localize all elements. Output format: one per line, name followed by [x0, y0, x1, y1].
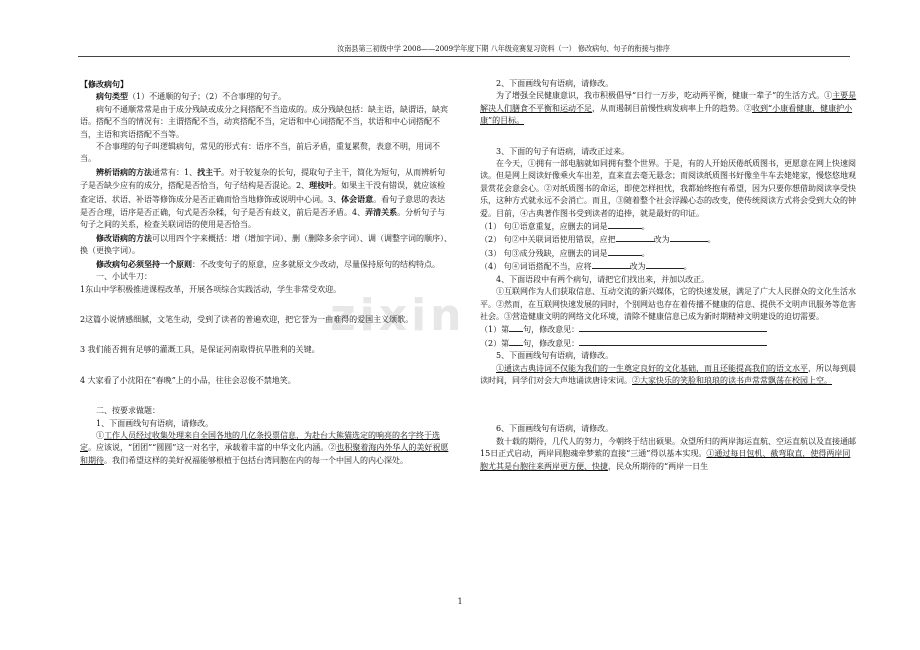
method-text-d: 理枝叶: [309, 180, 334, 191]
question-2-title: 2、下面画线句有语病，请修改。: [496, 79, 614, 88]
method-text-b: 找主干: [197, 166, 222, 177]
q4-row-2-mid: 句，修改意见：: [523, 338, 580, 348]
method-text-c: 。对于较复杂的长句，提取句子主干，简化为短句，从而辨析句子是否缺少应有的成分，搭配是否恰当，句子结构是否混论。2、: [80, 167, 446, 191]
q4-row-2: [480, 337, 858, 350]
para-incomplete: 病句不通顺常常是由于成分残缺或成分之间搭配不当造成的。成分残缺包括：缺主语，缺谓语，缺宾语。搭配不当的情况有：主谓搭配不当，动宾搭配不当，定语和中心词搭配不当，状语和中心词搭配不当，主语和宾语搭配不当等。: [80, 104, 448, 139]
q5-underlined-2: ②大家快乐的笑脸和琅琅的读书声常常飘荡在校园上空。: [632, 375, 832, 385]
q1-tail: 。我们希望这样的美好祝福能够根植于包括台湾同胞在内的每一个中国人的内心深处。: [104, 455, 408, 465]
answer-blank[interactable]: [509, 323, 523, 332]
q4-row-1: [480, 323, 858, 336]
section-title: 【修改病句】: [80, 79, 128, 89]
q1-underlined-2: 也积聚着海内外华人的美好祝愿和期待: [80, 443, 449, 465]
practice-title: 二、按要求做题：: [96, 406, 160, 416]
q2-underlined-2: 收到“小康看健康，健康护小康”的目标。: [480, 103, 853, 126]
q3-row-4: [480, 260, 858, 273]
question-5-title: 5、下面画线句有语病，请修改。: [496, 351, 614, 361]
test-item-2: 2这篇小说情感细腻，文笔生动，受到了读者的普遍欢迎，把它誉为一曲难得的爱国主义颂歌。: [80, 314, 414, 324]
q3-row-1-text: （1） 句①语意重复，应删去的词是: [480, 222, 608, 232]
q4-row-1-mid: 句，修改意见：: [523, 325, 580, 335]
answer-blank[interactable]: [579, 337, 767, 346]
right-column: [480, 78, 858, 473]
question-6-text: [480, 436, 858, 473]
q1-middle: 。应该说，“团团”“圆圆”这一对名字，承载着丰富的中华文化内涵。②: [88, 443, 337, 453]
question-2-text: [480, 90, 858, 127]
method-text-a: 通常有：1、: [152, 167, 198, 177]
q3-row-2-end: 。: [707, 235, 716, 245]
answer-blank[interactable]: [608, 220, 642, 229]
q2-text-b: ，从而遏制目前慢性病发病率上升的趋势。②: [592, 103, 752, 113]
question-3-text: 在今天，①拥有一部电脑就如同拥有整个世界。于是，有的人开始厌倦纸质图书，更愿意在网上快速阅读。但是网上阅读好像乘火车出差，直来直去毫无悬念；而阅读纸质图书好像坐牛车去姥姥家，慢悠悠地观景赏花会意会心。②对纸质图书的命运，即使怎样担忧，我都始终抱有希望，因为只要你想借助阅读享受快乐，这种方式就永远不会消亡。而且，③随着整个社会浮躁心态的改变，使传统阅读方式将会受到大众的钟爱。目前，④古典著作图书受到读者的追捧，就是最好的印证。: [480, 159, 856, 218]
fix-method-text: 可以用四个字来概括：增（增加字词）、删（删除多余字词）、调（调整字词的顺序）、换（更换字词）。: [80, 233, 452, 256]
types-label: 病句类型: [96, 91, 128, 102]
header-rule: [78, 56, 850, 57]
q1-marker: ①: [96, 430, 104, 440]
q3-row-1: [480, 220, 858, 233]
principle-text: ：不改变句子的原意，应多就原文少改动，尽量保持原句的结构特点。: [192, 259, 440, 269]
answer-blank[interactable]: [579, 323, 767, 332]
q3-row-2-mid: 改为: [653, 235, 670, 245]
q1-underlined-1: 工作人员经过收集处理来自全国各地的几亿条投票信息，为赴台大熊猫选定的响亮的名字终于选定: [80, 430, 440, 453]
method-text-e: 。如果主干没有错误，就应该检查定语、状语、补语等修饰成分是否正确而恰当地修饰或说明中心词。3、: [80, 181, 446, 204]
test-item-4: 4 大家看了小沈阳在“春晚”上的小品，往往会忍俊不禁地笑。: [80, 375, 296, 385]
q6-underlined: ①通过每日包机、截弯取直，使得两岸同胞尤其是台胞往来两岸更方便、快捷: [480, 449, 851, 471]
q3-row-3: [480, 247, 858, 260]
q2-text-a: 为了增强全民健康意识，我市积极倡导“日行一万步，吃动两平衡，健康一辈子”的生活方式。①: [496, 91, 833, 101]
left-column: [80, 78, 453, 467]
method-label: 辨析语病的方法: [96, 166, 152, 177]
answer-blank[interactable]: [608, 247, 642, 256]
method-text-f: 体会语意: [341, 193, 374, 204]
principle-label: 修改病句必须坚持一个原则: [96, 258, 192, 269]
test-item-1: 1东山中学积极推进课程改革，开展各项综合实践活动，学生非常受欢迎。: [80, 284, 342, 294]
q3-row-3-end: 。: [641, 248, 650, 258]
q6-text-a: 数十载的期待，几代人的努力，今朝终于结出硕果。众望所归的两岸海运直航、空运直航以及直接通邮15日正式启动，两岸同胞魂牵梦萦的直接“三通”得以基本实现。: [480, 436, 856, 459]
question-4-title: 4、下面语段中有两个病句，请把它们找出来，并加以改正。: [496, 274, 710, 284]
answer-blank[interactable]: [670, 233, 708, 242]
question-3-title: 3、下面的句子有语病，请改正过来。: [496, 146, 630, 156]
types-paragraph: [80, 90, 453, 103]
method-text-g: 。看句子意思的表达是否合理，语序是否正确，句式是否杂糅，句子是否有歧义，前后是否矛盾。4、: [80, 194, 446, 218]
question-5-text: [480, 363, 858, 388]
answer-blank[interactable]: [592, 260, 630, 269]
method-text-i: 。分析句子与句子之间的关系，检查关联词语的使用是否恰当。: [80, 208, 446, 230]
q5-underlined-1: ①通读古典诗词不仅能为我们的一生奠定良好的文化基础，而且还能提高我们的语文水平: [496, 363, 808, 373]
test-title: 一、小试牛刀：: [96, 272, 152, 282]
q5-text-a: ，所以每到晨读时间，同学们对会大声地诵读唐诗宋词。: [480, 363, 856, 385]
q3-row-4-text: （4） 句④词语搭配不当，应将: [480, 262, 592, 272]
question-1-title: 1、下面画线句有语病，请修改。: [96, 418, 214, 428]
q3-row-2: [480, 233, 858, 246]
fix-method-label: 修改语病的方法: [96, 232, 152, 243]
watermark: zixin: [330, 290, 466, 341]
answer-blank[interactable]: [616, 233, 654, 242]
q6-text-b: ，民众所期待的“两岸一日生: [608, 461, 709, 471]
page-number: 1: [457, 597, 463, 606]
test-item-3: 3 我们能否拥有足够的灌溉工具，是保证河南取得抗旱胜利的关键。: [80, 345, 320, 355]
q3-row-4-end: 。: [683, 262, 692, 272]
fix-method-paragraph: [80, 232, 453, 258]
q3-row-1-end: 。: [641, 222, 650, 232]
q4-row-1-text: （1）第: [480, 325, 510, 335]
answer-blank[interactable]: [646, 260, 684, 269]
question-1-text: [80, 430, 453, 467]
method-text-h: 弄清关系: [365, 207, 398, 218]
q4-row-2-text: （2）第: [480, 338, 510, 348]
para-illogical: 不合事理的句子叫逻辑病句，常见的形式有：语序不当，前后矛盾，重复累赘，表意不明，用词不当。: [80, 142, 440, 164]
question-4-text: ①互联网作为人们获取信息、互动交流的新兴媒体，它的快速发展，满足了广大人民群众的文化生活水平。②然而，在互联网快速发展的同时，个别网站也存在着传播不健康的信息、提供不文明声讯服务等危害社会。③营造健康文明的网络文化环境，清除不健康信息已成为新时期精神文明建设的迫切需要。: [480, 287, 856, 321]
q3-row-4-mid: 改为: [629, 262, 646, 272]
q2-underlined-1: 主要是解决人们膳食不平衡和运动不足: [480, 91, 857, 113]
q3-row-2-text: （2） 句②中关联词语使用错误，应把: [480, 235, 616, 245]
method-paragraph: [80, 166, 453, 232]
principle-paragraph: [80, 258, 453, 271]
answer-blank[interactable]: [509, 337, 523, 346]
q3-row-3-text: （3） 句③成分残缺，应删去的词是: [480, 248, 608, 258]
types-text: （1）不通顺的句子；（2）不合事理的句子。: [128, 92, 287, 102]
page-header: 汝南县第三初级中学 2008——2009学年度下期 八年级竞赛复习资料（一） 修改病句、句子的衔接与排序: [337, 44, 670, 53]
question-6-title: 6、下面画线句有语病，请修改。: [496, 424, 614, 434]
